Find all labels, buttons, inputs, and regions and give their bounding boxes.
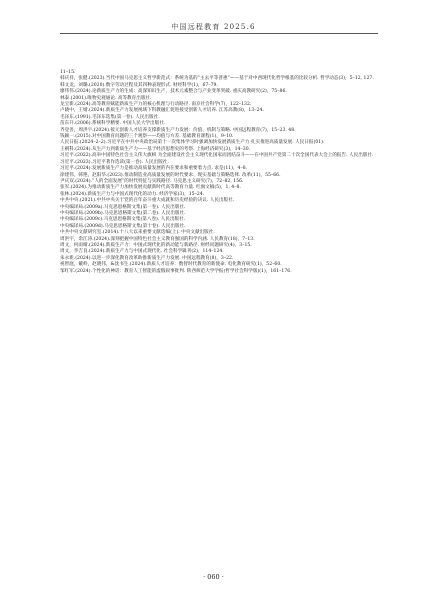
reference-entry: 龙宝新.(2024).高等教育赋能新质生产力的核心机理与行动路径. 南京社会科学(7)，122–132.	[60, 102, 252, 108]
reference-entry: 中央编译局.(2009b).马克思恩格斯文集(第二卷). 人民出版社.	[60, 210, 186, 216]
reference-entry: 徐建伟，韩艳，赵阳华.(2023).推动制造业高质量发展的时代要求、现实基础与策略选择. 改革(11)，55–66.	[60, 172, 281, 178]
reference-entry: 人民日报.(2024–2–2).习近平在中共中央政治局第十一次集体学习时强调加快发展新质生产力 扎实推进高质量发展. 人民日报(01).	[60, 140, 325, 146]
reference-entry: 习近平.(2024).发展新质生产力是推动高质量发展的内在要求和重要着力点. 求是(11)，4–8.	[60, 166, 248, 172]
reference-entry: 习近平.(2023).习近平著作选读(第一卷). 人民出版社.	[60, 159, 169, 165]
reference-entry: 中共中央.(2021).中共中央关于党的百年奋斗重大成就和历史经验的决议. 人民出版社.	[60, 198, 235, 204]
reference-entry: 韩庆祥，张健.(2023).当代中国马克思主义哲学新范式：系统为基的“主去平等普惠”——基于对中西现代化哲学根基的比较分析. 哲学动态(3)，5–12, 127.	[60, 76, 374, 82]
reference-entry: 周文，何雨晴.(2024).新质生产力：中国式现代化的新动能与新路径. 财经问题研究(4)，3–15.	[60, 242, 252, 248]
reference-entry: 中央编译局.(2009d).马克思恩格斯文集(第十卷). 人民出版社.	[60, 223, 186, 229]
header-rule	[60, 33, 378, 34]
reference-entry: 张军.(2024).为推动新质生产力加快发展贡献新时代高等教育力量. 红旗文稿(5)，1, 4–8.	[60, 185, 241, 191]
reference-entry: 卢晓中，王婧.(2024).新质生产力发展视域下科教融汇促进接受创新人才培养. 江苏高教(8)，13–24.	[60, 108, 264, 114]
running-header	[0, 22, 427, 32]
reference-entry: 苗东升.(2006).系统科学精要. 中国人民大学出版社.	[60, 121, 166, 127]
reference-entry: 11–15.	[60, 70, 76, 75]
reference-entry: 邹红军.(2024).个性化的神话：教育人工智能的虚假叙事批判. 陕西师范大学学报(哲学社会科学版)(1)，161–176.	[60, 268, 292, 274]
reference-entry: 林泰.(2001).唯物史观通论. 高等教育出版社.	[60, 95, 152, 101]
reference-entry: 朱永新.(2024).以进一步深化教育改革助推新质生产力发展. 中国远程教育(8)，3–22.	[60, 255, 234, 261]
reference-entry: 尹庆双.(2024).“人的全面发展”的时代特征与实践路径. 马克思主义研究(7)，72–82, 156.	[60, 178, 244, 184]
page-number: · 060 ·	[203, 573, 224, 581]
journal-name: 中国远程教育	[171, 23, 221, 31]
issue-number: 2025.6	[223, 23, 256, 31]
reference-entry: 中央编译局.(2009c).马克思恩格斯文集(第八卷). 人民出版社.	[60, 217, 186, 223]
reference-entry: 习近平.(2022).高举中国特色社会主义伟大旗帜 为全面建设社会主义现代化国家而团结奋斗——在中国共产党第二十次全国代表大会上的报告. 人民出版社.	[60, 153, 374, 159]
reference-entry: 中共中央文献研究室.(2014).十八大以来重要文献选编(上). 中央文献出版社.	[60, 230, 215, 236]
reference-entry: 张林.(2024).新质生产力与中国式现代化的动力. 经济学家(3)，15–24.	[60, 191, 205, 197]
reference-list	[60, 70, 378, 275]
reference-entry: 祝智庭，戴岭，赵晓伟，&沈书生.(2024).新质人才培养：数智时代教育的新使命. 电化教育研究(1)，52–60.	[60, 262, 282, 268]
reference-entry: 中央编译局.(2009a).马克思恩格斯文集(第一卷). 人民出版社.	[60, 204, 186, 210]
reference-entry: 齐登善，周洪宇.(2024).接元创新人才培养支撑新质生产力发展：价值、机制与策略. 中国远程教育(7)，15–23, 48.	[60, 127, 296, 133]
reference-entry: 毛泽东.(1991).毛泽东选集(第一卷). 人民出版社.	[60, 114, 160, 120]
reference-entry: 王朝科.(2024).从生产力到新质生产力——基于经济思想史的考察. 上海经济研究(3)，14–30.	[60, 146, 251, 152]
reference-entry: 周洪宇，余江涛.(2024).深刻把握中国特色社会主义教育强国的科学内涵. 人民教育(18)，7–13.	[60, 236, 255, 242]
reference-entry: 廖伟伟.(2024).论新质生产力的生成：高深知识生产、技术元素整合与产业变革突破. 重庆高教研究(2)，75–86.	[60, 89, 287, 95]
reference-entry: 周文，李吉良.(2024).新质生产力与中国式现代化. 社会科学辑刊(2)，114–124.	[60, 249, 224, 255]
reference-entry: 钱颖一.(2015).对中国教育问题的三个观察——均值与方差. 基础教育课程(1)，9–10.	[60, 134, 234, 140]
reference-entry: 韩文龙，刘璐.(2020).数字劳动过程及其四种表现形式. 财经科学(1)，67–79.	[60, 82, 218, 88]
